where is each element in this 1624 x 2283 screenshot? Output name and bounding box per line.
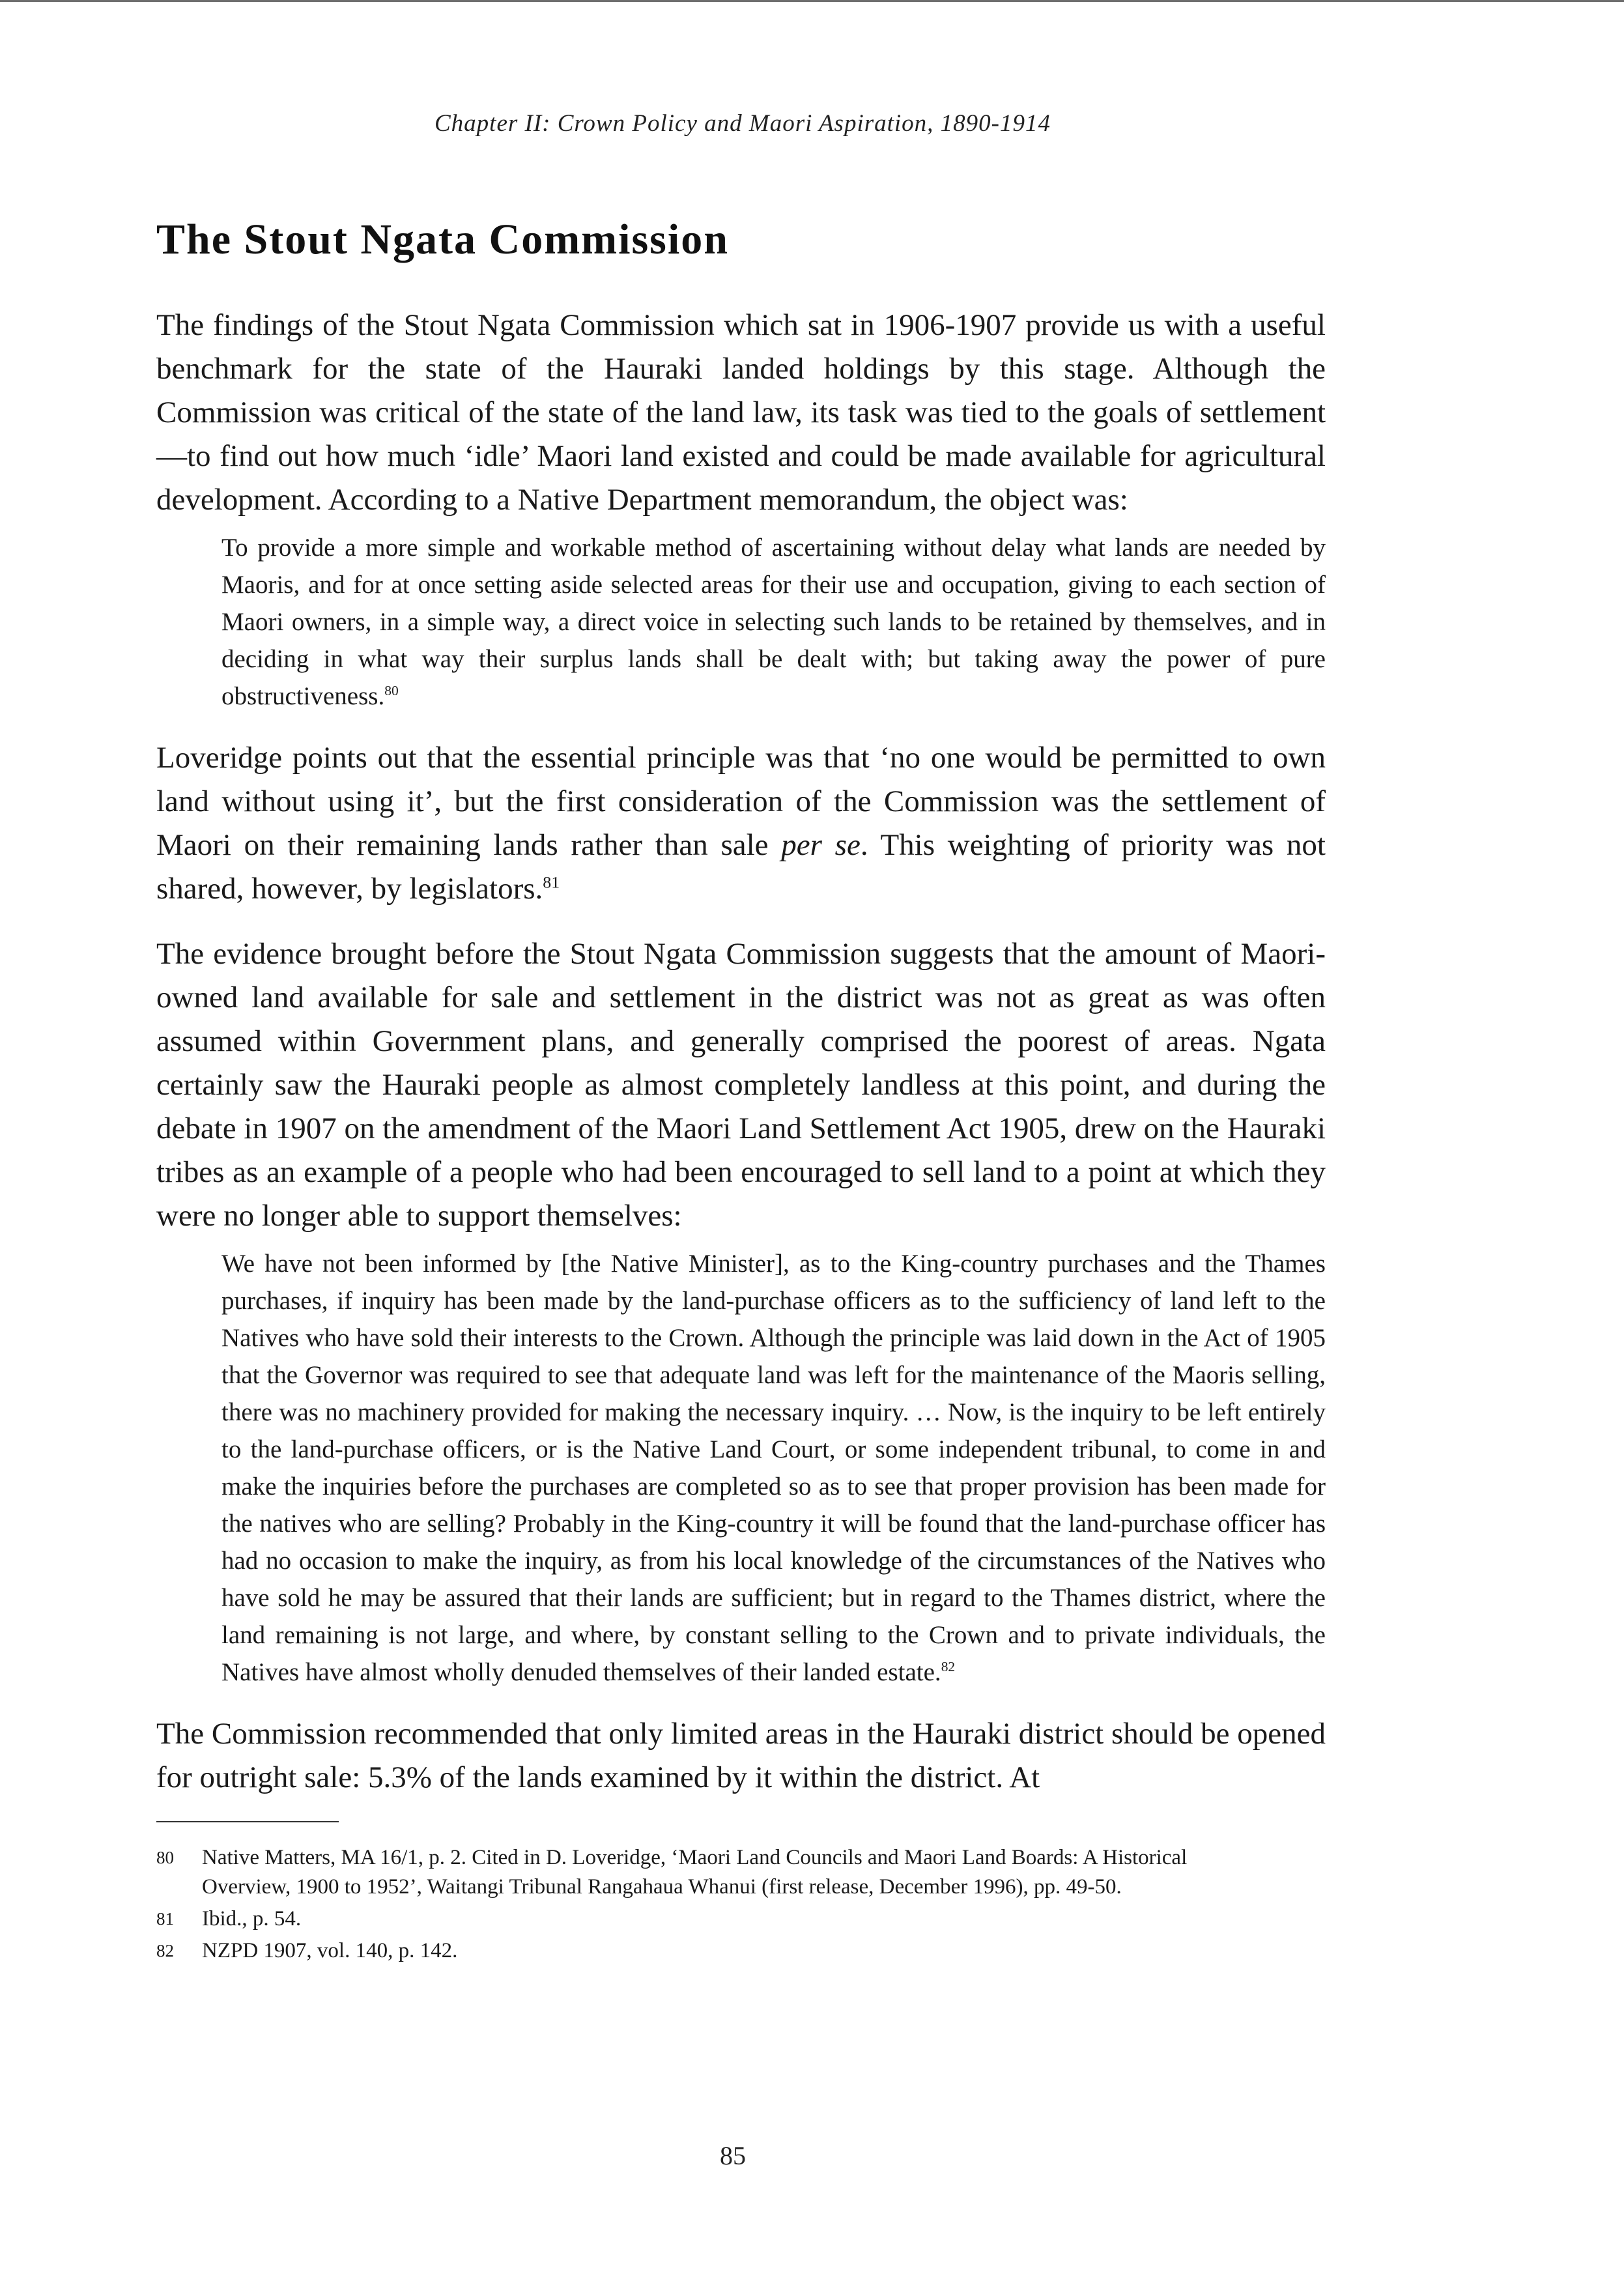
paragraph-2-text-a: Loveridge points out that the essential principle was that ‘no one would be permitted to own land without using it’, but the first consideration of the Commission was the settlement of Maori on their remaining lands rather than sale — [156, 741, 1326, 862]
footnote-ref-82[interactable]: 82 — [941, 1659, 956, 1674]
top-border-rule — [0, 0, 1624, 2]
paragraph-2 — [156, 736, 1326, 911]
footnote-number: 81 — [156, 1909, 174, 1929]
footnote-number: 80 — [156, 1848, 174, 1867]
footnote-text: Ibid., p. 54. — [202, 1907, 302, 1931]
footnote-80 — [156, 1843, 1326, 1902]
footnote-82 — [156, 1936, 1326, 1966]
paragraph-2-text-b: . This weighting of priority was not shared, however, by legislators. — [156, 828, 1326, 906]
footnote-ref-80[interactable]: 80 — [384, 683, 399, 698]
footnote-81 — [156, 1904, 1326, 1934]
footnote-divider — [156, 1821, 339, 1822]
page-number: 85 — [720, 2141, 746, 2170]
paragraph-3: The evidence brought before the Stout Ngata Commission suggests that the amount of Maori-owned land available for sale and settlement in the district was not as great as was often assumed within Government plans, and generally comprised the poorest of areas. Ngata certainly saw the Hauraki people as almost completely landless at this point, and during the debate in 1907 on the amendment of the Maori Land Settlement Act 1905, drew on the Hauraki tribes as an example of a people who had been encouraged to sell land to a point at which they were no longer able to support themselves: — [156, 937, 1326, 1233]
block-quote-2-text: We have not been informed by [the Native Minister], as to the King-country purchases and the Thames purchases, if inquiry has been made by the land-purchase officers as to the sufficiency of land left to the Natives who have sold their interests to the Crown. Although the principle was laid down in the Act of 1905 that the Governor was required to see that adequate land was left for the maintenance of the Maoris selling, there was no machinery provided for making the necessary inquiry. … Now, is the inquiry to be left entirely to the land-purchase officers, or is the Native Land Court, or some independent tribunal, to come in and make the inquiries before the purchases are completed so as to see that proper provision has been made for the natives who are selling? Probably in the King-country it will be found that the land-purchase officer has had no occasion to make the inquiry, as from his local knowledge of the circumstances of the Natives who have sold he may be assured that their lands are sufficient; but in regard to the Thames district, where the land remaining is not large, and where, by constant selling to the Crown and to private individuals, the Natives have almost wholly denuded themselves of their landed estate. — [221, 1250, 1326, 1686]
running-header: Chapter II: Crown Policy and Maori Aspiration, 1890-1914 — [434, 110, 1051, 137]
paragraph-4: The Commission recommended that only limited areas in the Hauraki district should be opened for outright sale: 5.3% of the lands examined by it within the district. At — [156, 1717, 1326, 1794]
footnote-text: Native Matters, MA 16/1, p. 2. Cited in D. Loveridge, ‘Maori Land Councils and Maori Land Boards: A Historical Overview, 1900 to 1952’, Waitangi Tribunal Rangahaua Whanui (first release, December 1996), pp. 49-50. — [202, 1846, 1188, 1899]
block-quote-1-text: To provide a more simple and workable method of ascertaining without delay what lands are needed by Maoris, and for at once setting aside selected areas for their use and occupation, giving to each section of Maori owners, in a simple way, a direct voice in selecting such lands to be retained by themselves, and in deciding in what way their surplus lands shall be dealt with; but taking away the power of pure obstructiveness. — [221, 534, 1326, 710]
block-quote-2 — [221, 1245, 1326, 1691]
footnote-ref-81[interactable]: 81 — [543, 872, 560, 892]
section-title: The Stout Ngata Commission — [156, 216, 729, 263]
page-content — [156, 215, 1326, 1968]
footnote-text: NZPD 1907, vol. 140, p. 142. — [202, 1939, 458, 1962]
italic-phrase: per se — [781, 828, 861, 862]
paragraph-1: The findings of the Stout Ngata Commission which sat in 1906-1907 provide us with a useful benchmark for the state of the Hauraki landed holdings by this stage. Although the Commission was critical of the state of the land law, its task was tied to the goals of settlement—to find out how much ‘idle’ Maori land existed and could be made available for agricultural development. According to a Native Department memorandum, the object was: — [156, 308, 1326, 517]
footnote-number: 82 — [156, 1941, 174, 1960]
block-quote-1 — [221, 529, 1326, 715]
